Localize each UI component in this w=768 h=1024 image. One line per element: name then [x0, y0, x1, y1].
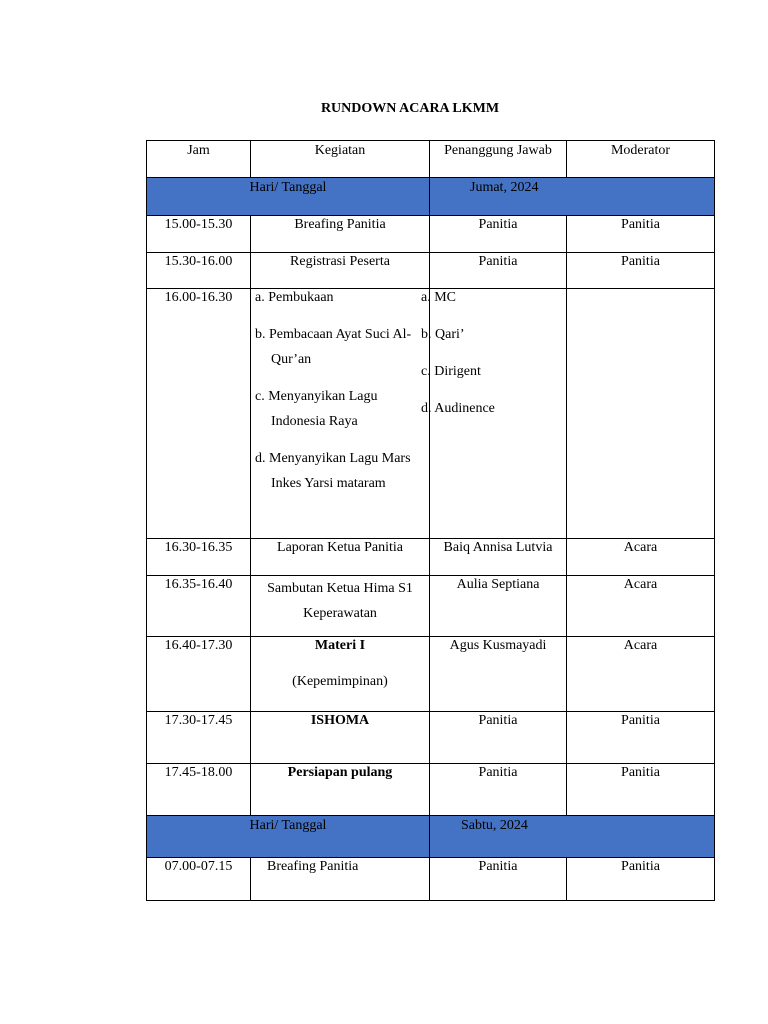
cell-jam: 16.30-16.35 [147, 539, 251, 576]
cell-jam: 07.00-07.15 [147, 858, 251, 901]
table-row-opening [147, 289, 715, 539]
cell-pj: Panitia [430, 253, 567, 289]
cell-kegiatan: Sambutan Ketua Hima S1 Keperawatan [251, 576, 430, 637]
cell-kegiatan: Breafing Panitia [251, 858, 430, 901]
day-label: Hari/ Tanggal [147, 178, 430, 216]
rundown-table [146, 140, 715, 901]
cell-jam: 16.00-16.30 [147, 289, 251, 539]
cell-jam: 15.00-15.30 [147, 216, 251, 253]
cell-moderator: Acara [567, 576, 715, 637]
header-jam: Jam [147, 141, 251, 178]
cell-jam: 17.30-17.45 [147, 712, 251, 764]
cell-jam: 17.45-18.00 [147, 764, 251, 816]
day-value: Sabtu, 2024 [430, 816, 715, 858]
header-moderator: Moderator [567, 141, 715, 178]
cell-jam: 16.40-17.30 [147, 637, 251, 712]
cell-pj: Aulia Septiana [430, 576, 567, 637]
day-label: Hari/ Tanggal [147, 816, 430, 858]
cell-moderator: Panitia [567, 858, 715, 901]
list-item: c. Menyanyikan Lagu Indonesia Raya [255, 389, 378, 429]
table-row-materi [147, 637, 715, 712]
cell-pj: Baiq Annisa Lutvia [430, 539, 567, 576]
day-value: Jumat, 2024 [430, 178, 715, 216]
cell-kegiatan: Registrasi Peserta [251, 253, 430, 289]
list-item: d. Audinence [421, 401, 495, 416]
cell-pj: Panitia [430, 858, 567, 901]
cell-moderator: Panitia [567, 216, 715, 253]
table-row [147, 858, 715, 901]
cell-pj: Panitia [430, 216, 567, 253]
table-row [147, 216, 715, 253]
list-item: b. Pembacaan Ayat Suci Al-Qur’an [255, 327, 412, 367]
table-header-row [147, 141, 715, 178]
cell-pj-list [421, 289, 567, 539]
cell-moderator [567, 289, 715, 539]
cell-jam: 15.30-16.00 [147, 253, 251, 289]
cell-pj: Panitia [430, 764, 567, 816]
header-penanggung-jawab: Penanggung Jawab [430, 141, 567, 178]
cell-pj: Panitia [430, 712, 567, 764]
cell-moderator: Panitia [567, 712, 715, 764]
table-row [147, 539, 715, 576]
cell-kegiatan [251, 637, 430, 712]
table-row [147, 576, 715, 637]
list-item: a. Pembukaan [255, 290, 334, 305]
list-item: b. Qari’ [421, 327, 465, 342]
table-row [147, 712, 715, 764]
materi-subtitle: (Kepemimpinan) [292, 674, 388, 689]
cell-moderator: Panitia [567, 253, 715, 289]
cell-moderator: Acara [567, 637, 715, 712]
cell-kegiatan-list [251, 289, 430, 539]
cell-moderator: Acara [567, 539, 715, 576]
day-row-friday [147, 178, 715, 216]
header-kegiatan: Kegiatan [251, 141, 430, 178]
cell-kegiatan: Laporan Ketua Panitia [251, 539, 430, 576]
cell-kegiatan: ISHOMA [251, 712, 430, 764]
cell-moderator: Panitia [567, 764, 715, 816]
cell-kegiatan: Breafing Panitia [251, 216, 430, 253]
materi-title: Materi I [314, 638, 366, 653]
table-row [147, 253, 715, 289]
document-title: RUNDOWN ACARA LKMM [320, 101, 500, 116]
day-row-saturday [147, 816, 715, 858]
cell-jam: 16.35-16.40 [147, 576, 251, 637]
cell-pj: Agus Kusmayadi [430, 637, 567, 712]
list-item: d. Menyanyikan Lagu Mars Inkes Yarsi mataram [255, 451, 411, 491]
list-item: c. Dirigent [421, 364, 481, 379]
list-item: a. MC [421, 290, 456, 305]
table-row [147, 764, 715, 816]
cell-kegiatan: Persiapan pulang [251, 764, 430, 816]
